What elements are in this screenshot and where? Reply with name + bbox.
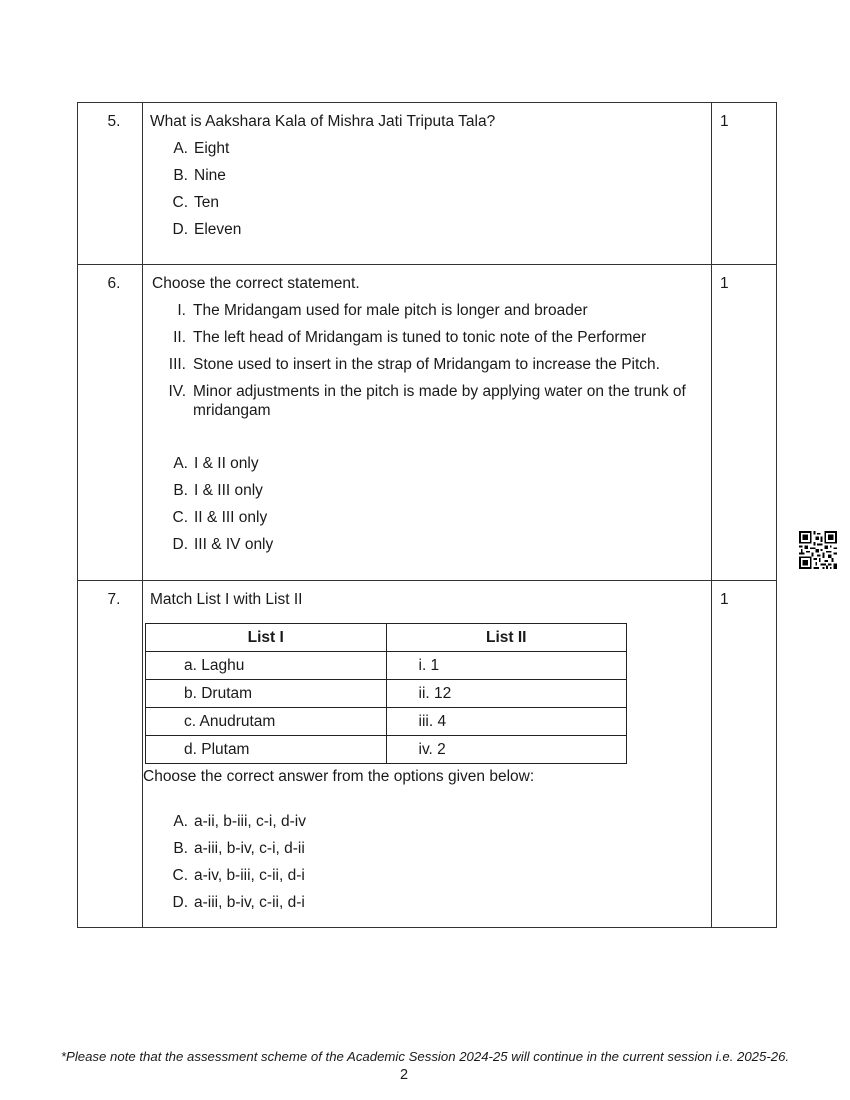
page-number: 2: [399, 1067, 409, 1083]
option-item: B. a-iii, b-iv, c-i, d-ii: [173, 840, 305, 857]
match-table: [145, 623, 627, 764]
question-text: What is Aakshara Kala of Mishra Jati Triputa Tala?: [150, 113, 496, 130]
question-marks: 1: [720, 591, 729, 608]
option-item: D. III & IV only: [172, 536, 274, 553]
question-number: 7.: [107, 591, 121, 608]
option-item: A. I & II only: [173, 455, 259, 472]
statement-item: III. Stone used to insert in the strap of Mridangam to increase the Pitch.: [168, 356, 660, 373]
statement-item: I. The Mridangam used for male pitch is longer and broader: [177, 302, 588, 319]
question-marks: 1: [720, 113, 729, 130]
question-marks: 1: [720, 275, 729, 292]
option-item: B. Nine: [173, 167, 226, 184]
option-item: A. a-ii, b-iii, c-i, d-iv: [173, 813, 306, 830]
match-table-row: b. Drutam ii. 12: [146, 680, 627, 708]
option-item: C. Ten: [172, 194, 219, 211]
option-list: [143, 454, 711, 554]
statement-item: IV. Minor adjustments in the pitch is made by applying water on the trunk of mridangam: [168, 383, 686, 419]
question-number: 5.: [107, 113, 121, 130]
option-item: B. I & III only: [173, 482, 263, 499]
option-item: C. II & III only: [172, 509, 268, 526]
question-row: [78, 103, 777, 265]
list-ii-header: List II: [386, 624, 627, 652]
option-list: [143, 139, 711, 239]
question-text: Match List I with List II: [150, 591, 303, 608]
qr-code-icon: [799, 531, 837, 569]
instruction-text: Choose the correct answer from the options given below:: [143, 768, 535, 785]
footer-note: *Please note that the assessment scheme of the Academic Session 2024-25 will continue in the current session i.e. 2025-26.: [60, 1049, 790, 1064]
option-item: A. Eight: [173, 140, 230, 157]
question-table: [77, 102, 777, 928]
option-item: C. a-iv, b-iii, c-ii, d-i: [172, 867, 305, 884]
option-item: D. a-iii, b-iv, c-ii, d-i: [172, 894, 305, 911]
statement-list: [143, 301, 711, 420]
question-text: Choose the correct statement.: [152, 275, 360, 292]
question-row: [78, 265, 777, 581]
option-item: D. Eleven: [172, 221, 242, 238]
match-table-row: c. Anudrutam iii. 4: [146, 708, 627, 736]
match-table-row: a. Laghu i. 1: [146, 652, 627, 680]
statement-item: II. The left head of Mridangam is tuned to tonic note of the Performer: [173, 329, 647, 346]
question-row: [78, 581, 777, 928]
match-table-header: [146, 624, 627, 652]
list-i-header: List I: [146, 624, 387, 652]
option-list: [143, 812, 711, 912]
match-table-row: d. Plutam iv. 2: [146, 736, 627, 764]
question-number: 6.: [107, 275, 121, 292]
